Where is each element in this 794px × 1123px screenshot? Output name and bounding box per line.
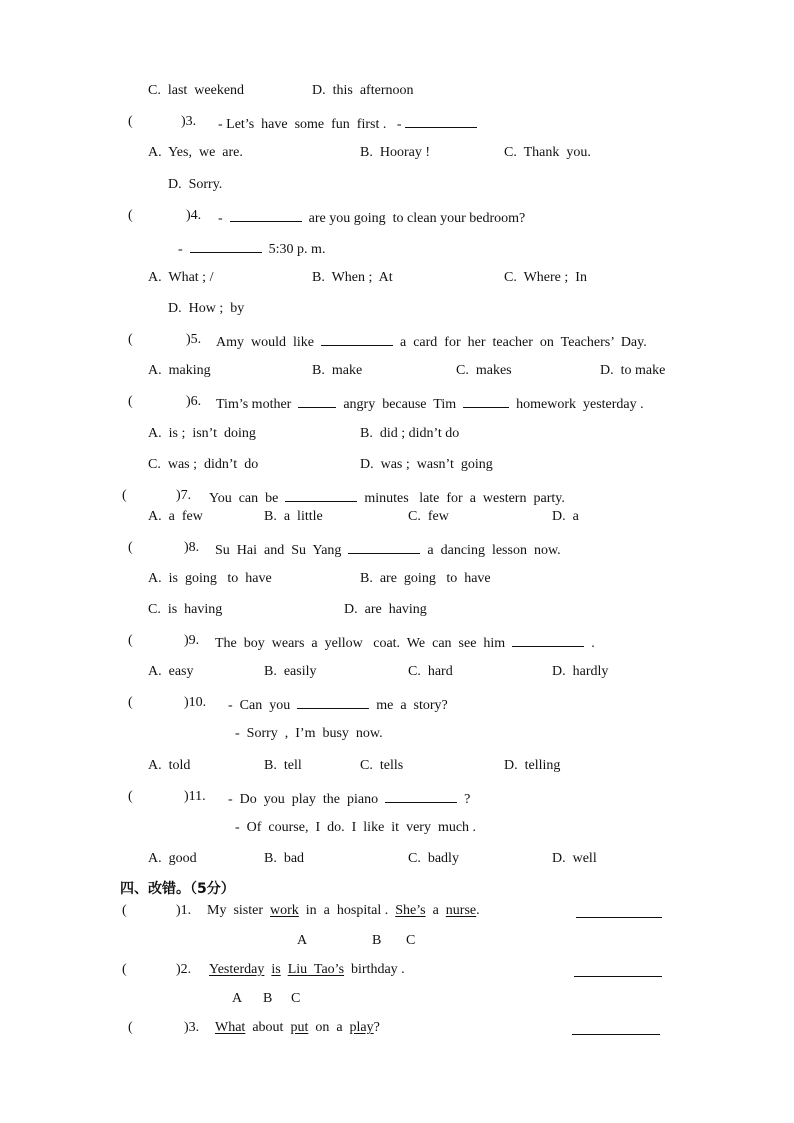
q10-option-c: C. tells [360,758,404,773]
q7-number: )7. [176,488,192,503]
q5-blank[interactable] [321,331,393,346]
q4-stem: - are you going to clean your bedroom? [218,207,525,228]
e1-underlined-a: work [270,903,299,918]
q3-blank[interactable] [405,113,477,128]
e1-sentence: My sister work in a hospital . She’s a nurse. [207,903,480,918]
q7-option-b: B. a little [264,509,323,524]
q3-stem: - Let’s have some fun first . - [218,113,477,134]
q10-option-b: B. tell [264,758,302,773]
e3-underlined-b: put [290,1020,309,1035]
q6-option-c: C. was ; didn’t do [148,457,259,472]
q4-paren[interactable]: ( [128,208,133,223]
q10-paren[interactable]: ( [128,695,133,710]
q3-option-c: C. Thank you. [504,145,591,160]
q8-option-c: C. is having [148,602,223,617]
e2-letter-b: B [263,991,273,1006]
e3-underlined-c: play [349,1020,374,1035]
q4-blank-2[interactable] [190,238,262,253]
q6-paren[interactable]: ( [128,394,133,409]
q11-stem: - Do you play the piano ? [228,788,470,809]
q8-option-b: B. are going to have [360,571,491,586]
e2-underlined-c: Liu Tao’s [287,962,345,977]
q10-number: )10. [184,695,207,710]
q4-option-d: D. How ; by [168,301,245,316]
q4-option-c: C. Where ; In [504,270,587,285]
q2-option-d: D. this afternoon [312,83,414,98]
q3-number: )3. [181,114,197,129]
q7-option-c: C. few [408,509,449,524]
e2-paren[interactable]: ( [122,962,127,977]
q5-option-d: D. to make [600,363,666,378]
q8-option-d: D. are having [344,602,427,617]
section-4-heading: 四、改错。（5分） [120,881,235,897]
q10-option-d: D. telling [504,758,561,773]
e1-paren[interactable]: ( [122,903,127,918]
e2-letter-a: A [232,991,243,1006]
q7-option-d: D. a [552,509,579,524]
q11-number: )11. [184,789,206,804]
q5-number: )5. [186,332,202,347]
q11-option-c: C. badly [408,851,459,866]
e2-underlined-a: Yesterday [209,962,265,977]
q8-paren[interactable]: ( [128,540,133,555]
q11-blank[interactable] [385,788,457,803]
q11-option-d: D. well [552,851,597,866]
q9-paren[interactable]: ( [128,633,133,648]
e2-answer-line[interactable] [574,959,662,977]
q10-blank[interactable] [297,694,369,709]
e2-letter-c: C [291,991,301,1006]
q8-stem: Su Hai and Su Yang a dancing lesson now. [215,539,561,560]
q9-number: )9. [184,633,200,648]
q10-stem: - Can you me a story? [228,694,448,715]
q3-option-d: D. Sorry. [168,177,223,192]
e3-paren[interactable]: ( [128,1020,133,1035]
q7-option-a: A. a few [148,509,203,524]
q9-stem: The boy wears a yellow coat. We can see him . [215,632,595,653]
q5-stem: Amy would like a card for her teacher on Teachers’ Day. [216,331,647,352]
q6-option-b: B. did ; didn’t do [360,426,460,441]
q6-blank-2[interactable] [463,393,509,408]
q4-line2: - 5:30 p. m. [178,238,325,259]
q5-option-a: A. making [148,363,211,378]
q6-stem: Tim’s mother angry because Tim homework yesterday . [216,393,644,414]
q11-option-a: A. good [148,851,197,866]
q4-number: )4. [186,208,202,223]
q8-blank[interactable] [348,539,420,554]
q6-option-a: A. is ; isn’t doing [148,426,256,441]
q8-option-a: A. is going to have [148,571,272,586]
q7-stem: You can be minutes late for a western party. [209,487,565,508]
e1-underlined-c: nurse [445,903,477,918]
q9-option-b: B. easily [264,664,317,679]
q11-option-b: B. bad [264,851,305,866]
q11-line2: - Of course, I do. I like it very much . [235,820,477,835]
q10-option-a: A. told [148,758,191,773]
q9-blank[interactable] [512,632,584,647]
e3-sentence: What about put on a play? [215,1020,380,1035]
e1-answer-line[interactable] [576,900,662,918]
e1-letter-a: A [297,933,308,948]
q3-paren[interactable]: ( [128,114,133,129]
q9-option-a: A. easy [148,664,194,679]
e3-underlined-a: What [215,1020,246,1035]
q4-option-a: A. What ; / [148,270,214,285]
q5-paren[interactable]: ( [128,332,133,347]
q9-option-c: C. hard [408,664,453,679]
q5-option-b: B. make [312,363,363,378]
e1-number: )1. [176,903,192,918]
q7-blank[interactable] [285,487,357,502]
q7-paren[interactable]: ( [122,488,127,503]
e3-answer-line[interactable] [572,1017,660,1035]
q4-blank-1[interactable] [230,207,302,222]
q4-option-b: B. When ; At [312,270,393,285]
q2-option-c: C. last weekend [148,83,245,98]
q5-option-c: C. makes [456,363,512,378]
q9-option-d: D. hardly [552,664,609,679]
e2-underlined-b: is [271,962,281,977]
e1-letter-b: B [372,933,382,948]
e1-letter-c: C [406,933,416,948]
q6-option-d: D. was ; wasn’t going [360,457,493,472]
q8-number: )8. [184,540,200,555]
q11-paren[interactable]: ( [128,789,133,804]
q3-option-b: B. Hooray ! [360,145,430,160]
e3-number: )3. [184,1020,200,1035]
q6-blank-1[interactable] [298,393,336,408]
e2-number: )2. [176,962,192,977]
e2-sentence: Yesterday is Liu Tao’s birthday . [209,962,405,977]
q3-option-a: A. Yes, we are. [148,145,243,160]
q10-line2: - Sorry , I’m busy now. [235,726,383,741]
q6-number: )6. [186,394,202,409]
e1-underlined-b: She’s [395,903,426,918]
